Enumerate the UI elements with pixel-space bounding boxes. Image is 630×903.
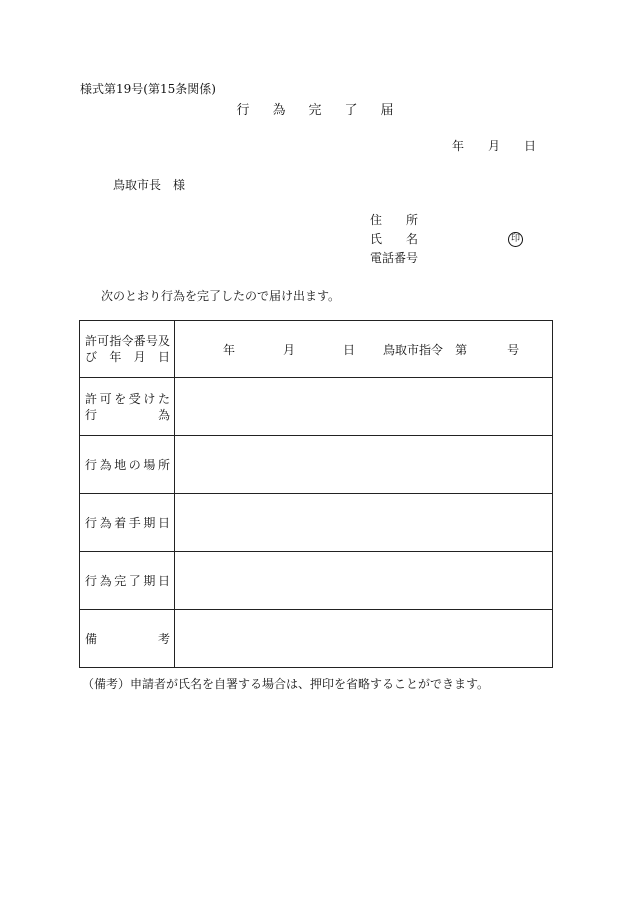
table-row	[80, 321, 553, 378]
seal-mark-icon: 印	[508, 232, 523, 247]
address-label: 住所	[370, 213, 418, 227]
label-line: 行為	[85, 407, 170, 422]
form-number: 様式第19号(第15条関係)	[80, 82, 216, 96]
act-location-field[interactable]	[175, 436, 553, 494]
table-row	[80, 436, 553, 494]
submission-date	[440, 137, 548, 154]
addressee: 鳥取市長 様	[113, 178, 186, 192]
title-char: 届	[380, 103, 394, 118]
completion-date-field[interactable]	[175, 552, 553, 610]
label-line: 行為着手期日	[85, 515, 170, 530]
footnote: （備考）申請者が氏名を自署する場合は、押印を省略することができます。	[82, 677, 490, 691]
title-char: 行	[236, 103, 250, 118]
table-row	[80, 610, 553, 668]
permit-month: 月	[283, 342, 296, 357]
label-line: 行為完了期日	[85, 573, 170, 588]
form-table	[79, 320, 553, 668]
start-date-label	[80, 494, 175, 552]
table-row	[80, 494, 553, 552]
document-title	[0, 99, 630, 118]
start-date-field[interactable]	[175, 494, 553, 552]
label-line: 行為地の場所	[85, 457, 170, 472]
title-char: 了	[344, 103, 358, 118]
date-year: 年	[451, 139, 464, 153]
phone-label: 電話番号	[370, 251, 419, 265]
remarks-label	[80, 610, 175, 668]
label-line: び年月日	[85, 350, 170, 364]
permit-number-label	[80, 321, 175, 378]
date-month: 月	[487, 139, 500, 153]
label-line: 備考	[85, 631, 170, 646]
title-char: 完	[308, 103, 322, 118]
address-row	[370, 211, 418, 230]
label-line: 許可を受けた	[85, 391, 170, 406]
remarks-field[interactable]	[175, 610, 553, 668]
applicant-block	[370, 211, 520, 268]
permit-no-prefix: 第	[455, 342, 468, 357]
permitted-act-label	[80, 378, 175, 436]
permit-day: 日	[343, 342, 356, 357]
statement: 次のとおり行為を完了したので届け出ます。	[101, 289, 341, 303]
permit-number-field[interactable]	[175, 321, 553, 378]
table-row	[80, 378, 553, 436]
name-label: 氏名	[370, 232, 418, 246]
completion-date-label	[80, 552, 175, 610]
name-row	[370, 230, 520, 249]
table-row	[80, 552, 553, 610]
permit-no-suffix: 号	[507, 342, 520, 357]
phone-row	[370, 249, 418, 268]
permit-year: 年	[223, 342, 236, 357]
permit-directive: 鳥取市指令	[383, 342, 444, 357]
label-line: 許可指令番号及	[85, 334, 170, 348]
date-day: 日	[523, 139, 536, 153]
title-char: 為	[272, 103, 286, 118]
act-location-label	[80, 436, 175, 494]
permitted-act-field[interactable]	[175, 378, 553, 436]
